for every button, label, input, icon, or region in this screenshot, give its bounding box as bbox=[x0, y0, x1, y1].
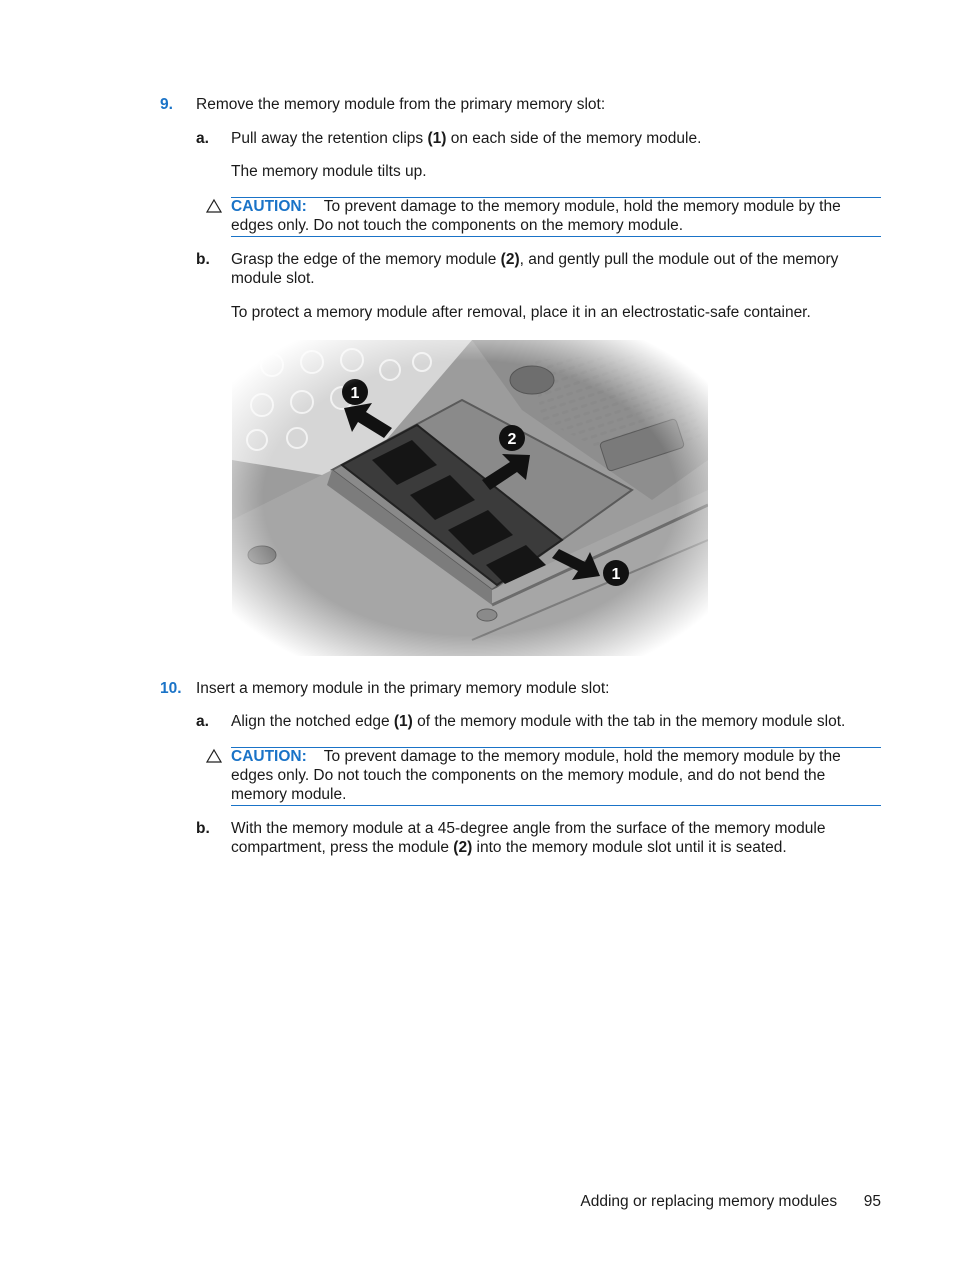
step-9b-text-line-2: module slot. bbox=[231, 270, 315, 287]
step-9a-text: Pull away the retention clips (1) on each side of the memory module. bbox=[231, 130, 702, 147]
caution-2-line-3: memory module. bbox=[231, 786, 347, 803]
step-10-text: Insert a memory module in the primary memory module slot: bbox=[196, 680, 610, 697]
caution-2-line-1: CAUTION: To prevent damage to the memory module, hold the memory module by the bbox=[231, 748, 841, 765]
caution-triangle-icon bbox=[206, 748, 222, 764]
page-number: 95 bbox=[863, 1193, 881, 1210]
step-9a-note: The memory module tilts up. bbox=[231, 163, 427, 180]
step-10b-text-line-2: compartment, press the module (2) into the memory module slot until it is seated. bbox=[231, 839, 787, 856]
caution-1-line-1: CAUTION: To prevent damage to the memory module, hold the memory module by the bbox=[231, 198, 841, 215]
caution-1-line-2: edges only. Do not touch the components on the memory module. bbox=[231, 217, 684, 234]
caution-label: CAUTION: bbox=[231, 748, 307, 765]
caution-triangle-icon bbox=[206, 198, 222, 214]
step-10b-label: b. bbox=[196, 820, 210, 837]
memory-module-removal-figure bbox=[232, 340, 708, 656]
caution-2-line-2: edges only. Do not touch the components on the memory module, and do not bend the bbox=[231, 767, 826, 784]
step-9b-note: To protect a memory module after removal, place it in an electrostatic-safe container. bbox=[231, 304, 811, 321]
step-9a-label: a. bbox=[196, 130, 209, 147]
caution-box-2 bbox=[231, 747, 881, 806]
caution-box-1 bbox=[231, 197, 881, 237]
step-9b-text: Grasp the edge of the memory module (2), and gently pull the module out of the memory bbox=[231, 251, 839, 268]
step-10-number: 10. bbox=[160, 680, 182, 697]
step-10a-text: Align the notched edge (1) of the memory module with the tab in the memory module slot. bbox=[231, 713, 846, 730]
step-10a-label: a. bbox=[196, 713, 209, 730]
step-10b-text-line-1: With the memory module at a 45-degree angle from the surface of the memory module bbox=[231, 820, 826, 837]
page-footer bbox=[580, 1193, 881, 1211]
step-9b-label: b. bbox=[196, 251, 210, 268]
caution-label: CAUTION: bbox=[231, 198, 307, 215]
footer-section-title: Adding or replacing memory modules bbox=[580, 1193, 838, 1210]
step-9-text: Remove the memory module from the primary memory slot: bbox=[196, 96, 606, 113]
step-9-number: 9. bbox=[160, 96, 173, 113]
